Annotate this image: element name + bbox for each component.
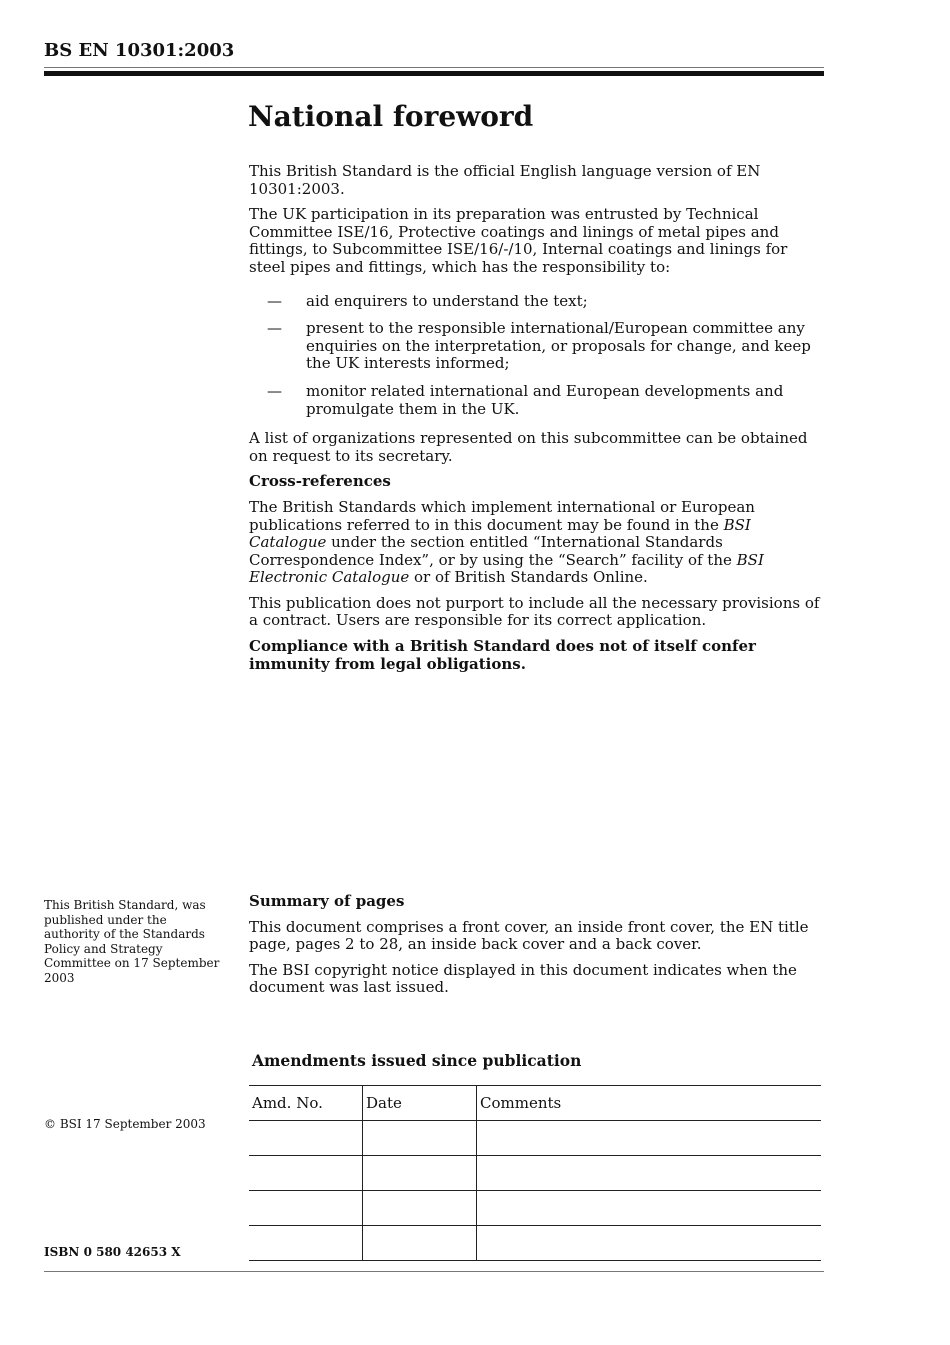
cross-ref-text-c: under the section entitled “International Standards Correspondence Index”, or by using the “Search” facility of the <box>249 533 737 569</box>
summary-of-pages <box>249 893 824 1005</box>
footer-rule <box>44 1271 824 1272</box>
bullet-dash: — <box>267 381 282 400</box>
cross-ref-text-a: The British Standards which implement international or European publications referred to in this document may be found in the <box>249 497 755 534</box>
table-row <box>249 1191 821 1226</box>
bsi-electronic-catalogue-title: BSI Electronic Catalogue <box>249 550 764 587</box>
column-header-amd-no: Amd. No. <box>249 1086 363 1121</box>
list-item <box>249 383 824 418</box>
participation-paragraph: The UK participation in its preparation was entrusted by Technical Committee ISE/16, Protective coatings and linings of metal pipes and fittings, to Subcommittee ISE/16/-/10, Internal coatings and linings for steel pipes and fittings, which has the responsibility to: <box>249 205 788 276</box>
organizations-paragraph: A list of organizations represented on this subcommittee can be obtained on request to its secretary. <box>249 429 808 465</box>
isbn-number: ISBN 0 580 42653 X <box>44 1245 181 1259</box>
bullet-dash: — <box>267 291 282 310</box>
bullet-dash: — <box>267 319 282 338</box>
table-row <box>249 1226 821 1261</box>
provisions-paragraph: This publication does not purport to include all the necessary provisions of a contract. Users are responsible for its correct application. <box>249 593 820 630</box>
amendments-table <box>249 1085 821 1261</box>
table-cell <box>477 1191 822 1226</box>
table-cell <box>477 1121 822 1156</box>
copyright-line: © BSI 17 September 2003 <box>44 1117 206 1131</box>
list-item-text: aid enquirers to understand the text; <box>306 291 588 310</box>
responsibility-list <box>249 293 824 419</box>
header-rule-thin <box>44 67 824 68</box>
cross-references-heading: Cross-references <box>249 472 391 491</box>
list-item-text: present to the responsible international/European committee any enquiries on the interpretation, or proposals for change, and keep the UK interests informed; <box>306 319 811 373</box>
table-cell <box>363 1226 477 1261</box>
column-header-comments: Comments <box>477 1086 822 1121</box>
table-cell <box>249 1226 363 1261</box>
compliance-statement: Compliance with a British Standard does not of itself confer immunity from legal obligations. <box>249 637 756 673</box>
table-cell <box>363 1191 477 1226</box>
column-header-date: Date <box>363 1086 477 1121</box>
table-row <box>249 1156 821 1191</box>
page-title: National foreword <box>248 100 534 133</box>
document-code: BS EN 10301:2003 <box>44 40 235 61</box>
table-cell <box>363 1156 477 1191</box>
list-item-text: monitor related international and European developments and promulgate them in the UK. <box>306 381 784 418</box>
header-rule-thick <box>44 71 824 76</box>
summary-paragraph: This document comprises a front cover, an inside front cover, the EN title page, pages 2 to 28, an inside back cover and a back cover. <box>249 917 809 954</box>
copyright-notice-paragraph: The BSI copyright notice displayed in this document indicates when the document was last issued. <box>249 960 797 997</box>
cross-references-paragraph <box>249 499 824 587</box>
cross-ref-text-e: or of British Standards Online. <box>409 568 648 587</box>
publication-authority-note: This British Standard, was published under the authority of the Standards Policy and Strategy Committee on 17 September 2003 <box>44 898 220 985</box>
table-cell <box>249 1121 363 1156</box>
summary-heading: Summary of pages <box>249 892 405 910</box>
intro-paragraph: This British Standard is the official English language version of EN 10301:2003. <box>249 162 761 198</box>
table-cell <box>363 1121 477 1156</box>
table-header-row <box>249 1086 821 1121</box>
table-cell <box>249 1191 363 1226</box>
list-item <box>249 320 824 373</box>
table-cell <box>249 1156 363 1191</box>
bsi-catalogue-title: BSI Catalogue <box>249 515 751 552</box>
table-row <box>249 1121 821 1156</box>
foreword-body <box>249 163 824 681</box>
table-cell <box>477 1156 822 1191</box>
list-item <box>249 293 824 311</box>
amendments-title: Amendments issued since publication <box>252 1051 582 1070</box>
table-cell <box>477 1226 822 1261</box>
